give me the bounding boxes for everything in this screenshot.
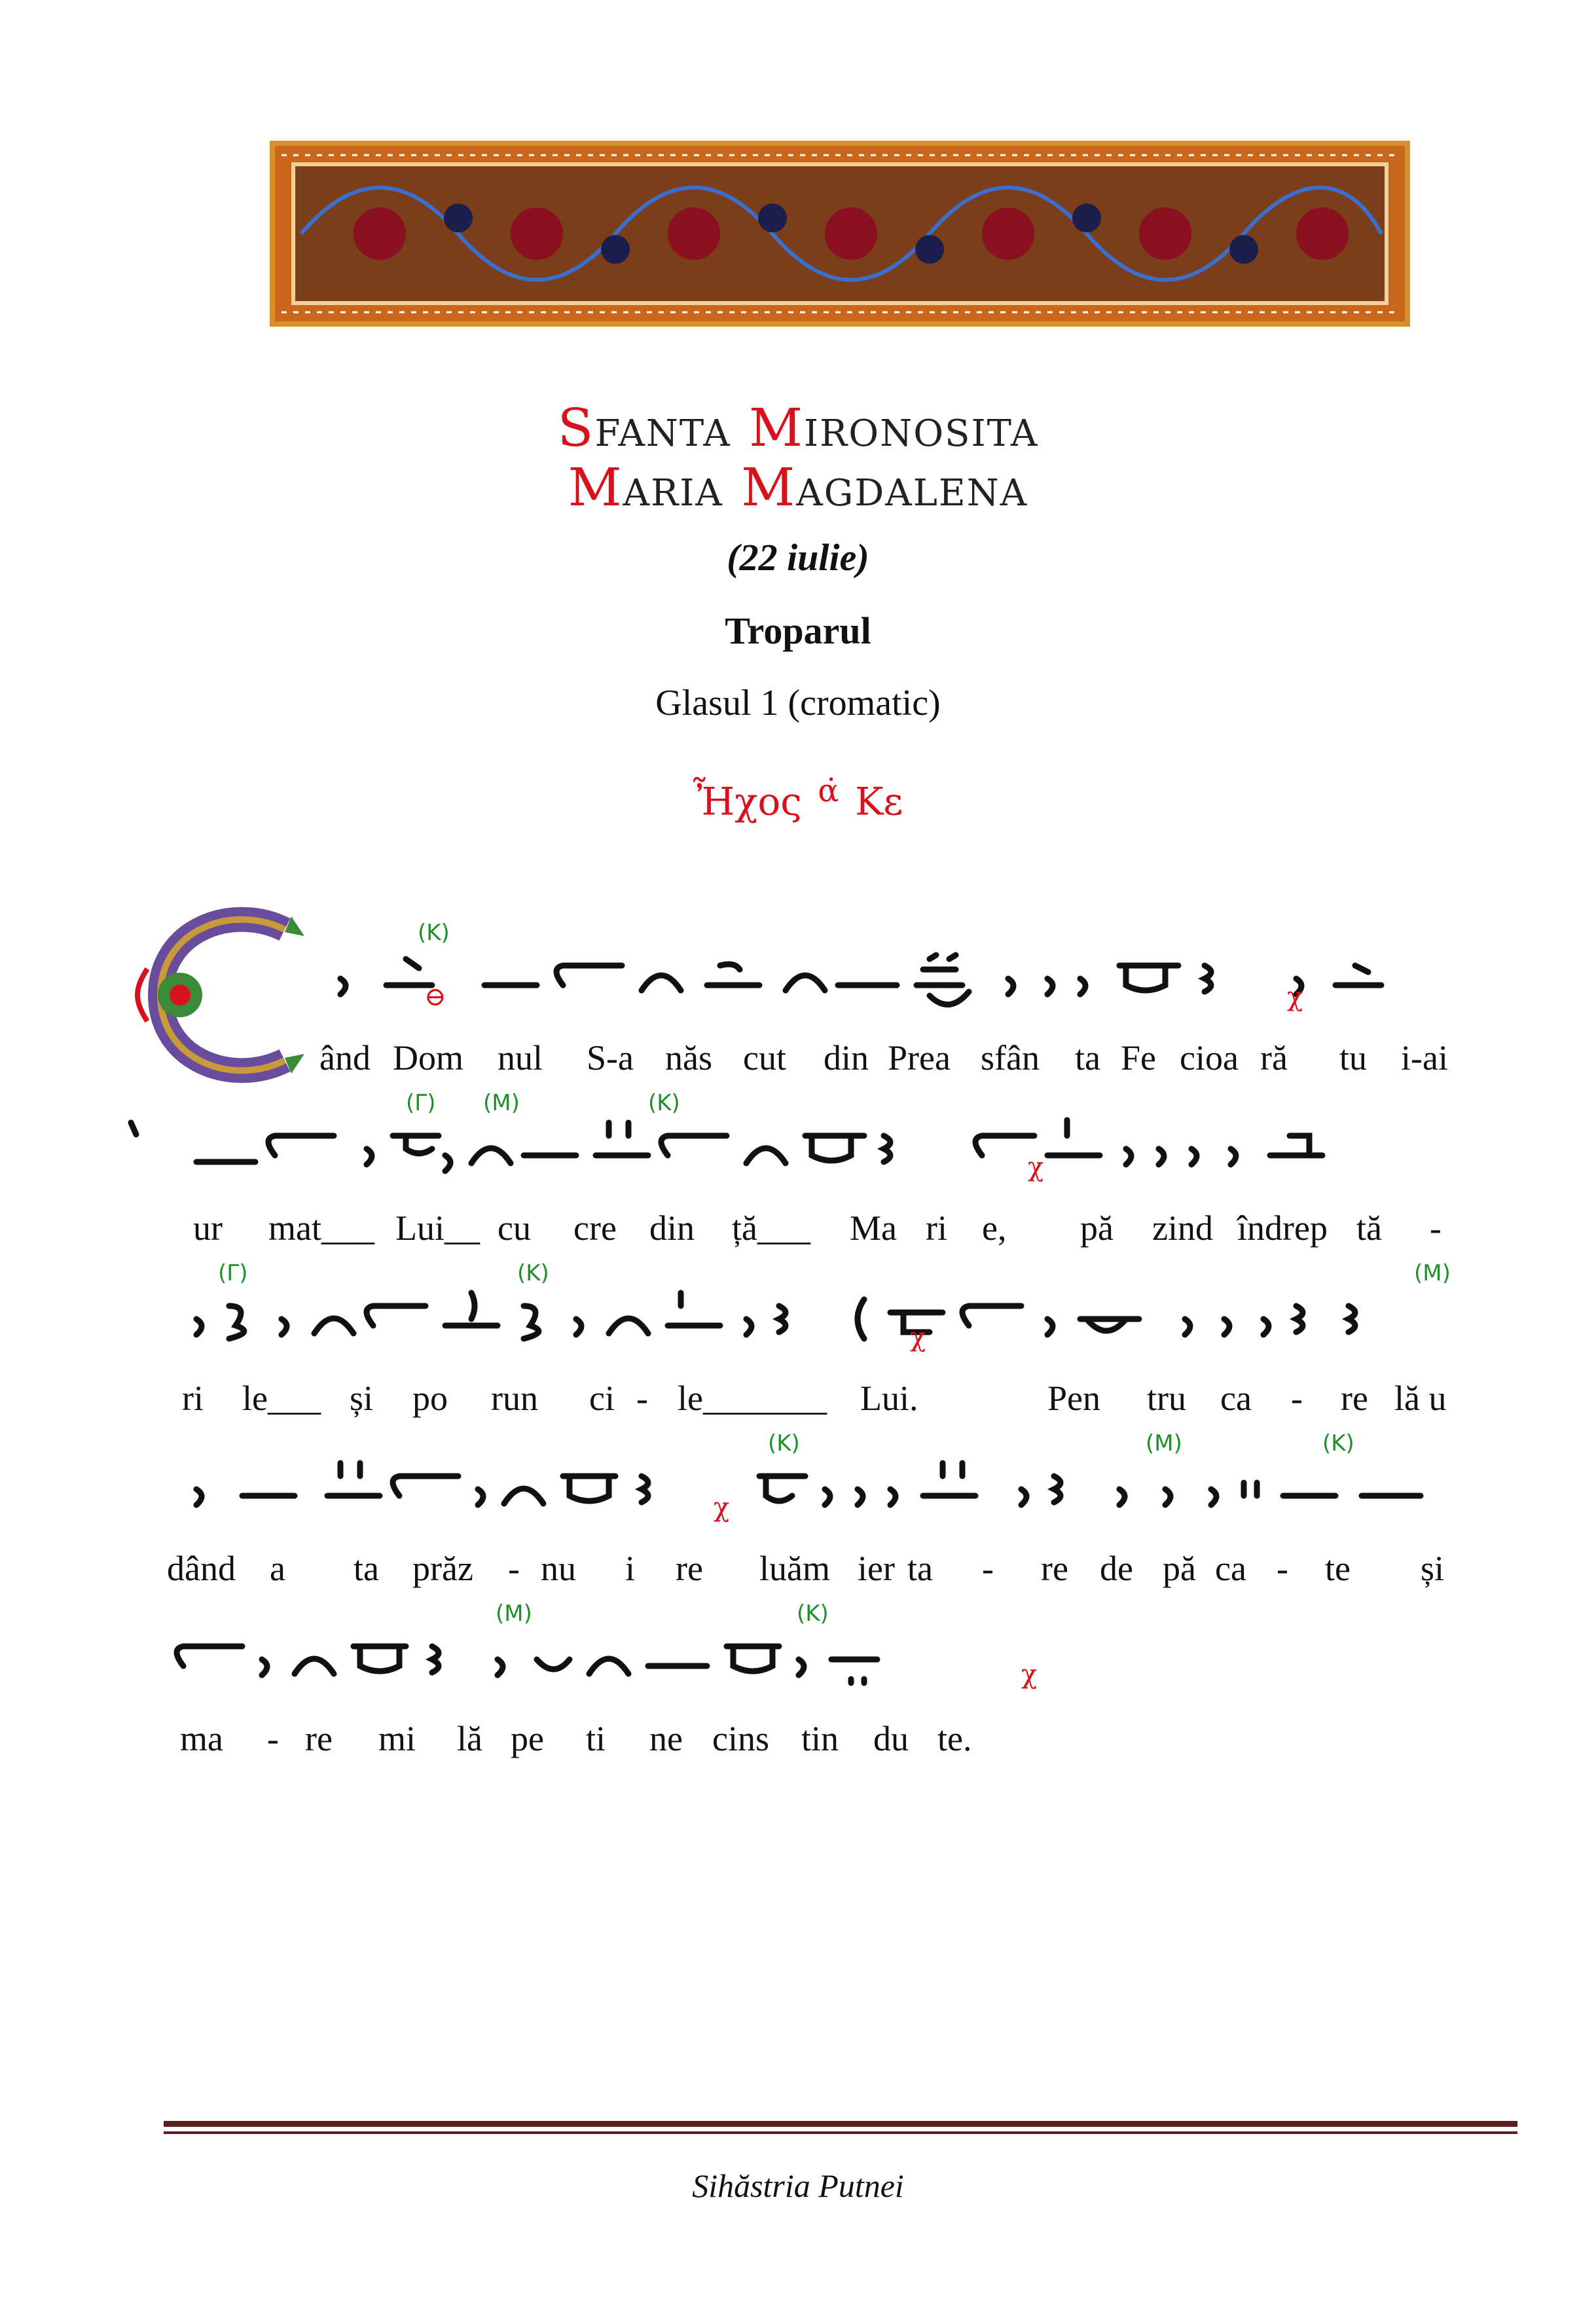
lyric-syllable: - (636, 1379, 648, 1418)
ornamental-banner (270, 141, 1410, 327)
lyric-syllable: Ma (850, 1208, 897, 1248)
lyric-syllable: ta (907, 1549, 933, 1588)
lyric-syllable: tu (1339, 1038, 1368, 1077)
lyric-syllable: Lui__ (395, 1208, 480, 1248)
lyric-syllable: i-ai (1401, 1038, 1448, 1077)
fthora-chi: χ (1028, 1152, 1044, 1182)
footer-rule-thin (164, 2131, 1517, 2134)
marker-mi: (Μ) (483, 1090, 520, 1116)
lyric-syllable: ne (649, 1719, 683, 1758)
neume-line-5 (170, 1620, 1087, 1699)
lyric-syllable: le_______ (678, 1379, 827, 1418)
lyric-syllable: și (350, 1379, 374, 1418)
lyric-syllable: - (982, 1549, 994, 1588)
lyric-syllable: ur (193, 1208, 223, 1248)
echos-signature (0, 772, 1596, 823)
fthora-chi: χ (910, 1322, 926, 1352)
lyric-syllable: ti (586, 1719, 606, 1758)
lyric-syllable: năs (665, 1038, 712, 1077)
marker-ke: (Κ) (517, 1260, 549, 1286)
lyric-syllable: te (1325, 1549, 1351, 1588)
marker-ke: (Κ) (1322, 1430, 1354, 1456)
marker-mi: (Μ) (1414, 1260, 1451, 1286)
hymn-type: Troparul (725, 609, 871, 652)
lyric-syllable: lă u (1394, 1379, 1447, 1418)
lyric-syllable: lă (457, 1719, 482, 1758)
lyric-syllable: S-a (587, 1038, 634, 1077)
footer-rule-thick (164, 2121, 1517, 2127)
lyric-syllable: pă (1163, 1549, 1196, 1588)
marker-ke: (Κ) (768, 1430, 800, 1456)
lyric-syllable: pă (1080, 1208, 1114, 1248)
lyric-syllable: îndrep (1237, 1208, 1328, 1248)
lyric-syllable: - (1277, 1549, 1288, 1588)
lyric-syllable: Lui. (860, 1379, 918, 1418)
lyric-syllable: i (625, 1549, 636, 1588)
lyric-syllable: run (491, 1379, 538, 1418)
lyric-syllable: ta (354, 1549, 379, 1588)
lyric-syllable: du (873, 1719, 909, 1758)
neume-line-2 (118, 1110, 1473, 1188)
lyric-syllable: te. (937, 1719, 972, 1758)
lyric-syllable: nu (541, 1549, 576, 1588)
lyric-syllable: din (824, 1038, 869, 1077)
lyric-syllable: și (1421, 1549, 1445, 1588)
ornament-pattern (275, 146, 1405, 321)
marker-mi: (Μ) (1146, 1430, 1182, 1456)
lyric-syllable: Dom (393, 1038, 463, 1077)
marker-ke: (Κ) (797, 1601, 829, 1627)
lyric-syllable: - (508, 1549, 520, 1588)
marker-mi: (Μ) (496, 1601, 532, 1627)
lyric-syllable: - (1430, 1208, 1442, 1248)
lyric-syllable: Pen (1047, 1379, 1100, 1418)
mode-label: Glasul 1 (cromatic) (655, 683, 941, 723)
lyric-syllable: re (676, 1549, 703, 1588)
lyric-syllable: re (1341, 1379, 1368, 1418)
title-line-1: Sfanta Mironosita (557, 397, 1039, 458)
lyric-syllable: cut (743, 1038, 786, 1077)
lyric-syllable: cins (712, 1719, 769, 1758)
lyric-syllable: re (305, 1719, 333, 1758)
marker-ga: (Γ) (218, 1260, 248, 1286)
lyric-syllable: ma (180, 1719, 223, 1758)
lyric-syllable: ci (589, 1379, 615, 1418)
title-initial: S (557, 397, 595, 458)
marker-ke: (Κ) (648, 1090, 680, 1116)
lyric-syllable: prăz (412, 1549, 473, 1588)
lyric-syllable: po (412, 1379, 448, 1418)
lyric-syllable: e, (982, 1208, 1007, 1248)
fthora-sign: ⊖ (424, 982, 446, 1012)
lyric-syllable: nul (498, 1038, 543, 1077)
neume-line-4 (183, 1450, 1473, 1528)
lyric-syllable: - (267, 1719, 279, 1758)
lyric-syllable: ră (1260, 1038, 1288, 1077)
lyric-syllable: tin (801, 1719, 839, 1758)
decorated-initial-c (134, 903, 317, 1087)
fthora-chi: χ (1021, 1659, 1038, 1690)
fthora-chi: χ (714, 1492, 730, 1523)
lyric-syllable: ând (319, 1038, 371, 1077)
lyric-syllable: a (270, 1549, 285, 1588)
lyric-syllable: de (1100, 1549, 1133, 1588)
lyric-syllable: Fe (1121, 1038, 1156, 1077)
fthora-chi: χ (1287, 982, 1303, 1012)
lyric-syllable: sfân (981, 1038, 1040, 1077)
lyric-syllable: zind (1152, 1208, 1213, 1248)
lyric-syllable: luăm (759, 1549, 830, 1588)
echos-label: Ἦχος (693, 779, 802, 824)
footer-text: Sihăstria Putnei (692, 2167, 904, 2204)
title-initial: M (741, 457, 797, 518)
lyric-syllable: ță___ (732, 1208, 810, 1248)
lyric-syllable: ta (1075, 1038, 1100, 1077)
lyric-syllable: ca (1215, 1549, 1246, 1588)
lyric-syllable: le___ (242, 1379, 321, 1418)
title-initial: M (749, 397, 804, 458)
lyric-syllable: re (1041, 1549, 1068, 1588)
lyric-syllable: dând (167, 1549, 236, 1588)
marker-ga: (Γ) (406, 1090, 436, 1116)
echos-key: Κε (855, 779, 903, 824)
lyric-syllable: cioa (1180, 1038, 1239, 1077)
feast-date: (22 iulie) (727, 536, 869, 579)
lyric-syllable: Prea (888, 1038, 951, 1077)
lyric-syllable: ier (858, 1549, 895, 1588)
lyric-syllable: - (1291, 1379, 1303, 1418)
lyric-syllable: ca (1220, 1379, 1252, 1418)
lyric-syllable: tru (1147, 1379, 1186, 1418)
lyric-syllable: ri (182, 1379, 204, 1418)
lyric-syllable: din (649, 1208, 695, 1248)
marker-ke: (Κ) (418, 920, 450, 946)
lyric-syllable: cu (498, 1208, 531, 1248)
echos-sign: α̇ (818, 772, 839, 809)
title-line-2: Maria Magdalena (568, 457, 1028, 518)
lyric-syllable: pe (511, 1719, 544, 1758)
title-initial: M (568, 457, 623, 518)
lyric-syllable: cre (573, 1208, 617, 1248)
neume-line-3 (183, 1280, 1473, 1358)
lyric-syllable: mat___ (268, 1208, 374, 1248)
lyric-syllable: tă (1356, 1208, 1382, 1248)
lyric-syllable: mi (378, 1719, 416, 1758)
lyric-syllable: ri (926, 1208, 947, 1248)
